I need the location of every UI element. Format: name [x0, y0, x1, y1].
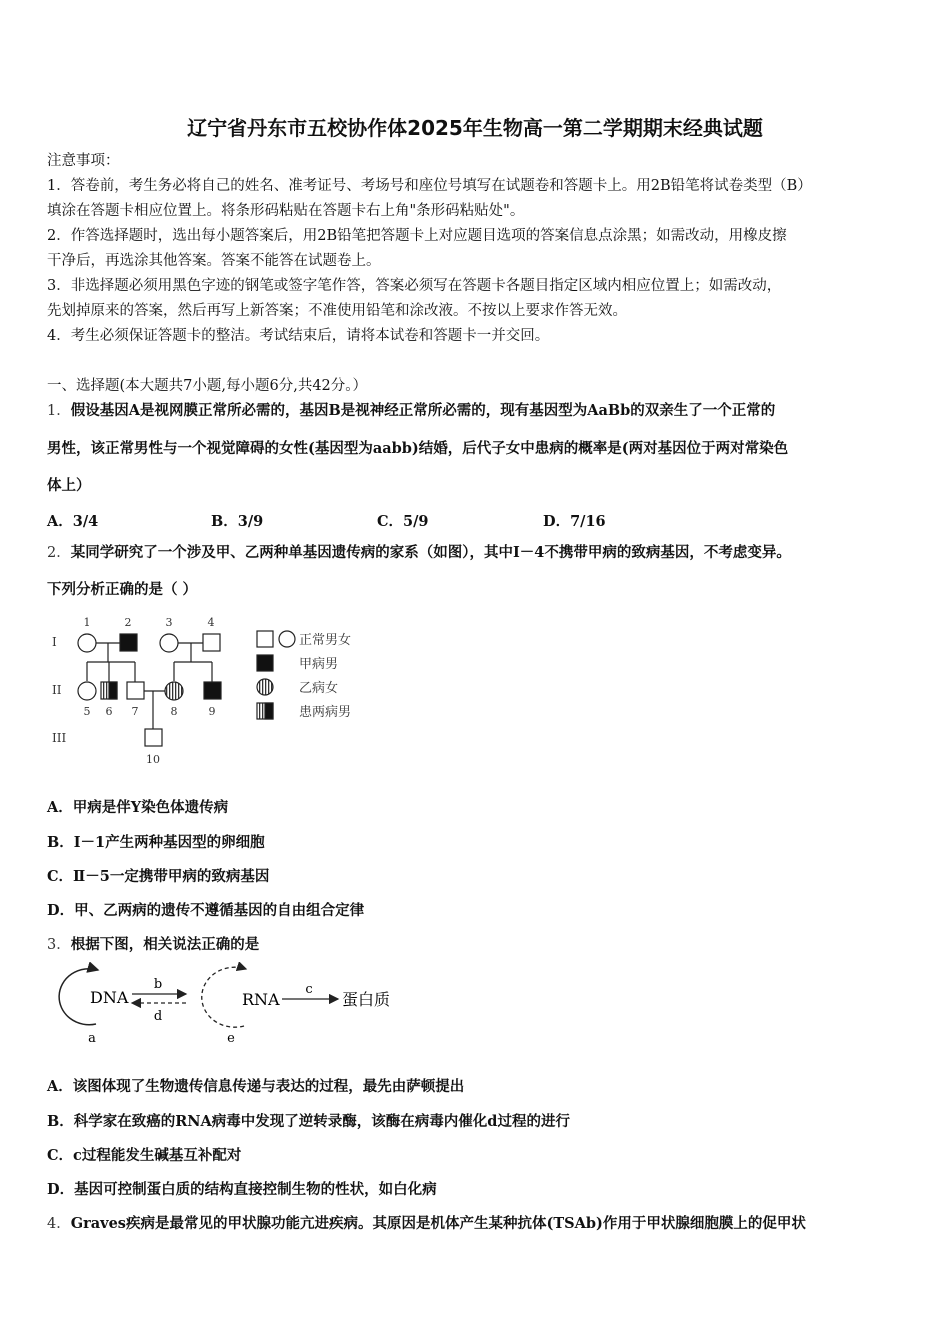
notice-line: 1．答卷前，考生务必将自己的姓名、准考证号、考场号和座位号填写在试题卷和答题卡上。用2B铅笔将试卷类型（B）: [47, 178, 812, 194]
individual-3: [160, 634, 178, 652]
label-e: e: [227, 1031, 235, 1046]
pedigree-diagram: [40, 612, 380, 770]
question-2-stem: 2．某同学研究了一个涉及甲、乙两种单基因遗传病的家系（如图），其中Ⅰ－4不携带甲病的致病基因，不考虑变异。: [47, 544, 791, 561]
notice-line: 先划掉原来的答案，然后再写上新答案；不准使用铅笔和涂改液。不按以上要求作答无效。: [47, 303, 627, 319]
individual-5: [78, 682, 96, 700]
dna-label: DNA: [90, 988, 129, 1007]
legend-label: 患两病男: [299, 705, 352, 720]
option-c[interactable]: C．c过程能发生碱基互补配对: [47, 1147, 242, 1164]
individual-7: [127, 682, 144, 699]
option-a[interactable]: A．该图体现了生物遗传信息传递与表达的过程，最先由萨顿提出: [47, 1078, 465, 1095]
option-d[interactable]: D．甲、乙两病的遗传不遵循基因的自由组合定律: [47, 902, 365, 919]
section-heading: 一、选择题(本大题共7小题,每小题6分,共42分。）: [47, 378, 368, 394]
question-number: 3．: [47, 937, 71, 953]
option-c[interactable]: C．Ⅱ－5一定携带甲病的致病基因: [47, 868, 270, 885]
option-c[interactable]: C．5/9: [377, 513, 429, 530]
individual-2: [120, 634, 137, 651]
individual-number: 3: [165, 616, 173, 629]
individual-number: 2: [124, 616, 132, 629]
option-b[interactable]: B．3/9: [211, 513, 264, 530]
label-b: b: [153, 977, 163, 992]
generation-label: III: [52, 731, 67, 745]
question-1-line: 男性，该正常男性与一个视觉障碍的女性(基因型为aabb)结婚，后代子女中患病的概率是(两对基因位于两对常染色: [47, 440, 789, 457]
question-4-stem: 4．Graves疾病是最常见的甲状腺功能亢进疾病。其原因是机体产生某种抗体(TSAb)作用于甲状腺细胞膜上的促甲状: [47, 1215, 806, 1232]
label-c: c: [305, 982, 313, 997]
notice-line: 干净后，再选涂其他答案。答案不能答在试题卷上。: [47, 253, 381, 269]
legend-jia-male: [257, 655, 273, 671]
notice-line: 填涂在答题卡相应位置上。将条形码粘贴在答题卡右上角"条形码粘贴处"。: [47, 203, 525, 219]
legend-label: 甲病男: [299, 657, 339, 672]
question-number: 1．: [47, 403, 71, 419]
question-2-line: 下列分析正确的是（ ）: [47, 581, 198, 598]
individual-number: 5: [83, 705, 91, 718]
question-1-line: 体上）: [47, 477, 91, 494]
individual-number: 8: [170, 705, 178, 718]
rna-label: RNA: [242, 990, 280, 1009]
question-number: 4．: [47, 1216, 71, 1232]
individual-8: [165, 682, 183, 700]
option-a[interactable]: A．甲病是伴Y染色体遗传病: [47, 799, 229, 816]
notice-heading: 注意事项：: [47, 153, 120, 169]
option-b[interactable]: B．科学家在致癌的RNA病毒中发现了逆转录酶，该酶在病毒内催化d过程的进行: [47, 1113, 570, 1130]
individual-number: 10: [146, 753, 160, 766]
individual-number: 1: [83, 616, 91, 629]
legend-yi-female: [257, 679, 273, 695]
individual-number: 9: [208, 705, 216, 718]
legend-label: 乙病女: [299, 681, 339, 696]
notice-line: 4．考生必须保证答题卡的整洁。考试结束后，请将本试卷和答题卡一并交回。: [47, 328, 550, 344]
label-a: a: [88, 1031, 96, 1046]
legend-normal-male: [257, 631, 273, 647]
legend-normal-female: [279, 631, 295, 647]
option-b[interactable]: B．Ⅰ－1产生两种基因型的卵细胞: [47, 834, 265, 851]
option-d[interactable]: D．7/16: [543, 513, 606, 530]
individual-4: [203, 634, 220, 651]
individual-10: [145, 729, 162, 746]
individual-9: [204, 682, 221, 699]
individual-1: [78, 634, 96, 652]
legend-label: 正常男女: [299, 633, 352, 648]
page-title: 辽宁省丹东市五校协作体2025年生物高一第二学期期末经典试题: [187, 116, 763, 140]
individual-number: 4: [207, 616, 215, 629]
individual-number: 7: [131, 705, 139, 718]
generation-label: II: [52, 683, 62, 697]
individual-number: 6: [105, 705, 113, 718]
notice-line: 2．作答选择题时，选出每小题答案后，用2B铅笔把答题卡上对应题目选项的答案信息点涂黑；如需改动，用橡皮擦: [47, 228, 787, 244]
central-dogma-diagram: [48, 962, 408, 1052]
protein-label: 蛋白质: [342, 990, 391, 1009]
question-number: 2．: [47, 545, 71, 561]
option-a[interactable]: A．3/4: [47, 513, 99, 530]
question-3-stem: 3．根据下图，相关说法正确的是: [47, 936, 260, 953]
question-1-stem: 1．假设基因A是视网膜正常所必需的，基因B是视神经正常所必需的，现有基因型为AaBb的双亲生了一个正常的: [47, 402, 776, 419]
generation-label: I: [52, 635, 57, 649]
label-d: d: [153, 1009, 163, 1024]
option-d[interactable]: D．基因可控制蛋白质的结构直接控制生物的性状，如白化病: [47, 1181, 437, 1198]
notice-line: 3．非选择题必须用黑色字迹的钢笔或签字笔作答，答案必须写在答题卡各题目指定区域内相应位置上；如需改动，: [47, 278, 782, 294]
